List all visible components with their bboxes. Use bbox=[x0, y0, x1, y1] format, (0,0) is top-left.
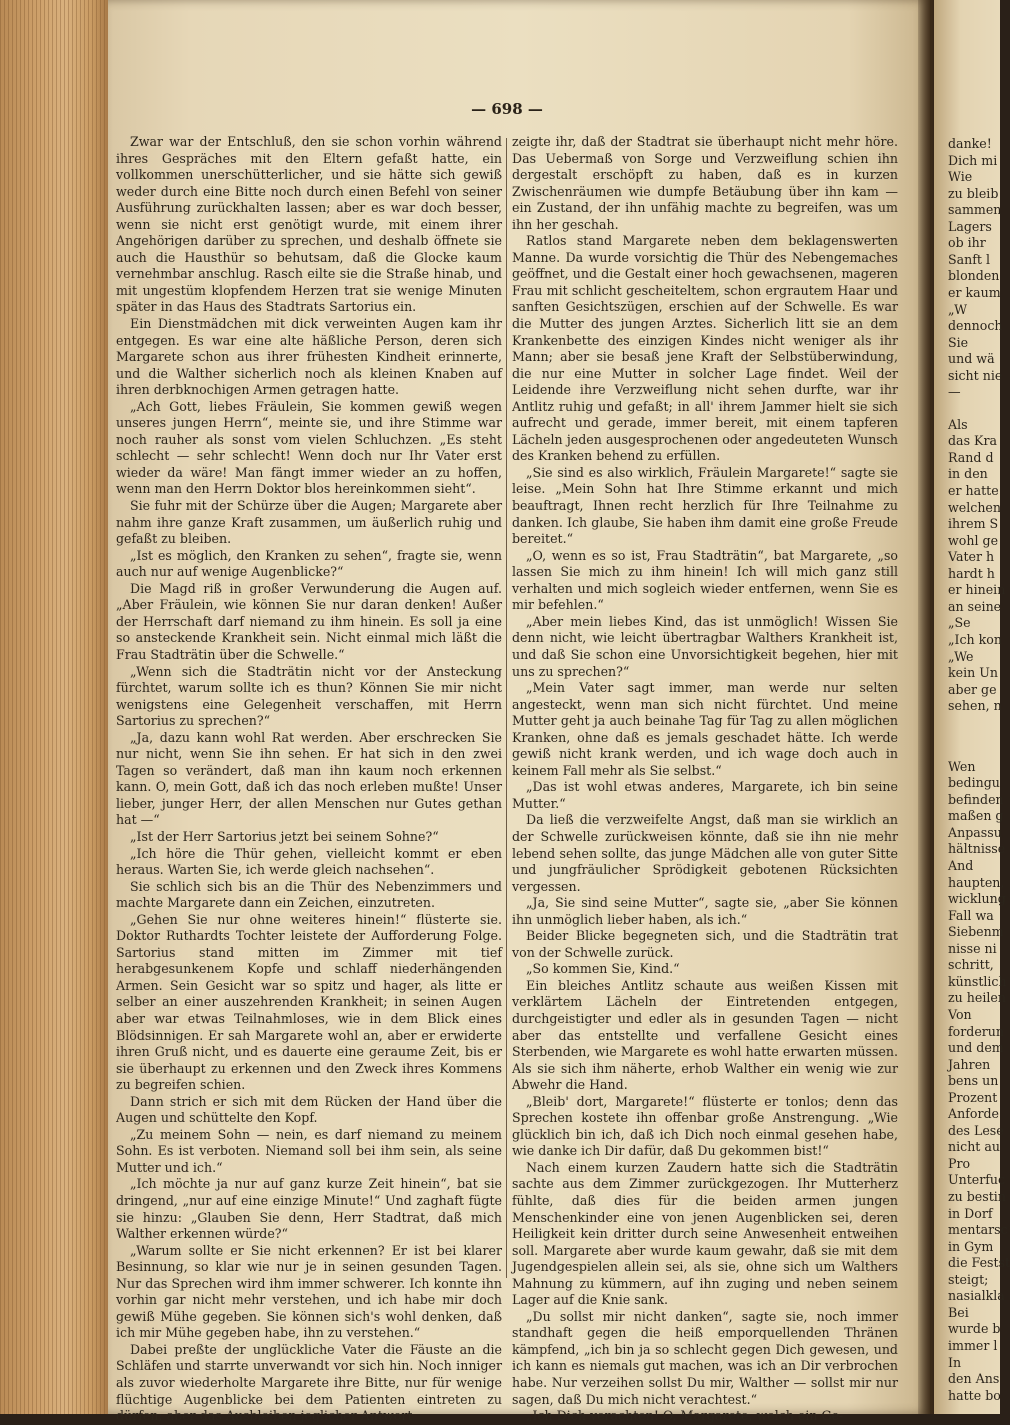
facing-page-line: wurde b bbox=[948, 1321, 1001, 1337]
facing-page-line: immer l bbox=[948, 1337, 998, 1353]
facing-page-line: er hatte bbox=[948, 483, 999, 498]
facing-page-line: hatte bo bbox=[948, 1387, 1001, 1403]
paragraph: Sie fuhr mit der Schürze über die Augen; Margarete aber nahm ihre ganze Kraft zusammen, um äußerlich ruhig und gefaßt zu bleiben. bbox=[116, 498, 502, 547]
paragraph: Ratlos stand Margarete neben dem beklagenswerten Manne. Da wurde vorsichtig die Thür des Nebengemaches geöffnet, und die Gestalt einer hoch gewachsenen, mageren Frau mit schlicht gescheiteltem, schon ergrautem Haar und sanften Gesichtszügen, erschien auf der Schwelle. Es war die Mutter des jungen Arztes. Sicherlich litt sie an dem Krankenbette des einzigen Kindes nicht weniger als ihr Mann; aber sie besaß jene Kraft der Selbstüberwindung, die nur eine Mutter in solcher Lage findet. Weil der Leidende ihre Verzweiflung nicht sehen durfte, war ihr Antlitz ruhig und gefaßt; in all' ihrem Jammer hielt sie sich aufrecht und gerade, immer bereit, mit einem tapferen Lächeln jeden ausgesprochenen oder angedeuteten Wunsch des Kranken behend zu erfüllen. bbox=[512, 233, 898, 464]
facing-page-line: aber ge bbox=[948, 681, 997, 697]
paragraph: „Das ist wohl etwas anderes, Margarete, ich bin seine Mutter.“ bbox=[512, 779, 898, 811]
facing-page-line: Von bbox=[948, 1006, 972, 1022]
facing-page-line: dennoch bbox=[948, 318, 1003, 334]
paragraph: „Warum sollte er Sie nicht erkennen? Er ist bei klarer Besinnung, so klar wie nur je in seinen gesunden Tagen. Nur das Sprechen wird ihm immer schwerer. Ich konnte ihn vorhin gar nicht mehr verstehen, und ich habe mir doch gewiß Mühe gegeben. Sie können sich's wohl denken, daß ich mir Mühe gegeben habe, ihn zu verstehen.“ bbox=[116, 1242, 502, 1341]
facing-page-line: steigt; bbox=[948, 1271, 989, 1287]
book-edge bbox=[0, 0, 108, 1414]
facing-page-line: in Gym bbox=[948, 1238, 994, 1254]
facing-page-line: Anforde bbox=[948, 1106, 999, 1122]
facing-page-line: Vater h bbox=[948, 549, 995, 565]
facing-page-line: sicht nie bbox=[948, 367, 1003, 383]
paragraph: „Ich Dich verachten! O, Margarete, welch ein Ge- bbox=[526, 1408, 844, 1424]
facing-page-line: Siebenm bbox=[948, 924, 1004, 940]
facing-page-line: sehen, n bbox=[948, 698, 1002, 714]
facing-page-line: nasialkla bbox=[948, 1288, 1005, 1304]
paragraph: „Ist es möglich, den Kranken zu sehen“, fragte sie, wenn auch nur auf wenige Augenblicke?“ bbox=[116, 547, 502, 580]
facing-page-line: Sie bbox=[948, 334, 969, 350]
facing-page-line: forderun bbox=[948, 1023, 1005, 1039]
facing-page-line: den Ans bbox=[948, 1371, 1000, 1387]
facing-page-line: Bei bbox=[948, 1304, 969, 1320]
paragraph: „Zu meinem Sohn — nein, es darf niemand zu meinem Sohn. Es ist verboten. Niemand soll bei ihm sein, als seine Mutter und ich.“ bbox=[116, 1126, 502, 1175]
paragraph: Beider Blicke begegneten sich, und die Stadträtin trat von der Schwelle zurück. bbox=[512, 928, 898, 960]
paragraph: Zwar war der Entschluß, den sie schon vorhin während ihres Gespräches mit den Eltern gefaßt hatte, ein vollkommen unerschütterlicher, und sie hätte sich gewiß weder durch eine Bitte noch durch einen Befehl von seiner Ausführung zurückhalten lassen; aber es war doch besser, wenn sie nicht erst genötigt wurde, mit einem ihrer Angehörigen darüber zu sprechen, und deshalb öffnete sie auch die Hausthür so behutsam, daß die Glocke kaum vernehmbar anschlug. Rasch eilte sie die Straße hinab, und mit ungestüm klopfendem Herzen trat sie wenige Minuten später in das Haus des Stadtrats Sartorius ein. bbox=[116, 134, 502, 315]
paragraph: „O, wenn es so ist, Frau Stadträtin“, bat Margarete, „so lassen Sie mich zu ihm hinein! Ich will mich ganz still verhalten und mich sogleich wieder entfernen, wenn Sie es mir befehlen.“ bbox=[512, 547, 898, 613]
facing-page-line: ihrem S bbox=[948, 516, 999, 532]
facing-page-line: zu bestin bbox=[948, 1189, 1006, 1204]
paragraph: Nach einem kurzen Zaudern hatte sich die Stadträtin sachte aus dem Zimmer zurückgezogen. Ihr Mutterherz fühlte, daß dies für die beiden armen jungen Menschenkinder eine von jenen Augenblicken sei, deren Heiligkeit kein dritter durch seine Anwesenheit entweihen soll. Margarete aber wurde kaum gewahr, daß sie mit dem Jugendgespielen allein sei, als sie, ohne sich um Walthers Mahnung zu kümmern, auf ihn zuging und neben seinem Lager auf die Knie sank. bbox=[512, 1159, 898, 1308]
paragraph: Ein Dienstmädchen mit dick verweinten Augen kam ihr entgegen. Es war eine alte häßliche Person, deren sich Margarete schon aus ihrer frühesten Kindheit erinnerte, und die Walther sicherlich noch als kleinen Knaben auf ihren derbknochigen Armen getragen hatte. bbox=[116, 316, 502, 398]
facing-page-line: ob ihr bbox=[948, 235, 986, 251]
facing-page-line: maßen g bbox=[948, 808, 1004, 824]
paragraph: „Ist der Herr Sartorius jetzt bei seinem Sohne?“ bbox=[130, 828, 439, 844]
paragraph: Da ließ die verzweifelte Angst, daß man sie wirklich an der Schwelle zurückweisen könnte, daß sie ihn nie mehr lebend sehen sollte, das junge Mädchen alle von guter Sitte und jungfräulicher Sprödigkeit gebotenen Rücksichten vergessen. bbox=[512, 812, 898, 894]
facing-page-line: bens un bbox=[948, 1073, 999, 1089]
facing-page-line: „Se bbox=[948, 615, 971, 631]
paragraph: „So kommen Sie, Kind.“ bbox=[526, 961, 680, 977]
facing-page-line: blonden bbox=[948, 268, 1000, 284]
facing-page-line: nicht au bbox=[948, 1139, 1000, 1155]
paragraph: „Ja, dazu kann wohl Rat werden. Aber erschrecken Sie nur nicht, wenn Sie ihn sehen. Er hat sich in den zwei Tagen so verändert, daß man ihn kaum noch erkennen kann. O, mein Gott, daß ich das noch erleben mußte! Unser lieber, junger Herr, der allen Menschen nur Gutes gethan hat —“ bbox=[116, 729, 502, 828]
facing-page-line: in den bbox=[948, 466, 988, 482]
facing-page-line: befinden bbox=[948, 791, 1004, 807]
paragraph: Sie schlich sich bis an die Thür des Nebenzimmers und machte Margarete dann ein Zeichen, einzutreten. bbox=[116, 878, 502, 911]
facing-page-line: Dich mi bbox=[948, 152, 998, 168]
page-number: — 698 — bbox=[471, 100, 543, 118]
facing-page-line: Als bbox=[948, 416, 968, 432]
facing-page-line: And bbox=[948, 858, 974, 873]
facing-page-line: zu heilen bbox=[948, 990, 1006, 1006]
facing-page-line: sammen bbox=[948, 202, 1002, 218]
facing-page-line: Fall wa bbox=[948, 907, 994, 923]
facing-page-line: wohl ge bbox=[948, 532, 999, 548]
facing-page-line: „We bbox=[948, 648, 974, 664]
paragraph: „Sie sind es also wirklich, Fräulein Margarete!“ sagte sie leise. „Mein Sohn hat Ihre Stimme erkannt und mich beauftragt, Ihnen recht herzlich für Ihre Teilnahme zu danken. Ich glaube, Sie haben ihm damit eine große Freude bereitet.“ bbox=[512, 464, 898, 547]
facing-page-line: kein Un bbox=[948, 665, 998, 681]
paragraph: „Ja, Sie sind seine Mutter“, sagte sie, „aber Sie können ihn unmöglich lieber haben, als ich.“ bbox=[512, 895, 898, 927]
paragraph: „Mein Vater sagt immer, man werde nur selten angesteckt, wenn man sich nicht fürchtet. Und meine Mutter geht ja auch beinahe Tag für Tag zu allen möglichen Kranken, ohne daß es jemals geschadet hätte. Ich werde gewiß nicht krank werden, und ich wage doch auch in keinem Fall mehr als Sie selbst.“ bbox=[512, 680, 898, 778]
facing-page-line: wicklung bbox=[948, 891, 1006, 907]
facing-page-line: Lagers bbox=[948, 218, 992, 234]
facing-page-line: bedingu bbox=[948, 775, 1000, 791]
facing-page-line: Rand d bbox=[948, 449, 994, 465]
facing-page-line: künstlich bbox=[948, 973, 1007, 989]
facing-page-line: hältnisse bbox=[948, 841, 1006, 857]
paragraph: Dann strich er sich mit dem Rücken der Hand über die Augen und schüttelte den Kopf. bbox=[116, 1093, 502, 1126]
facing-page-line: Pro bbox=[948, 1155, 971, 1171]
facing-page-line: Wie bbox=[948, 169, 973, 185]
right-text-column bbox=[512, 134, 898, 1425]
facing-page-line: Jahren bbox=[948, 1056, 991, 1072]
facing-page-line: in Dorf bbox=[948, 1205, 993, 1221]
left-text-column bbox=[116, 134, 502, 1425]
facing-page-line: das Kra bbox=[948, 433, 997, 449]
facing-page-line: Sanft l bbox=[948, 251, 990, 267]
facing-page-line: welchen bbox=[948, 499, 1001, 515]
facing-page-line: und dem bbox=[948, 1040, 1004, 1056]
facing-page-line: die Festst bbox=[948, 1255, 1010, 1271]
paragraph: „Ich möchte ja nur auf ganz kurze Zeit hinein“, bat sie dringend, „nur auf eine einzige Minute!“ Und zaghaft fügte sie hinzu: „Glauben Sie denn, Herr Stadtrat, daß mich Walther erkennen würde?“ bbox=[116, 1176, 502, 1242]
facing-page-fragment bbox=[934, 0, 1010, 1414]
facing-page-line: Prozent bbox=[948, 1089, 998, 1105]
facing-page-line: danke! bbox=[948, 136, 992, 151]
facing-page-line: Unterfuc bbox=[948, 1172, 1006, 1188]
facing-page-line: er kaum bbox=[948, 284, 1001, 300]
facing-page-line: hardt h bbox=[948, 565, 995, 581]
facing-page-line: In bbox=[948, 1354, 962, 1370]
facing-page-line: nisse ni bbox=[948, 940, 997, 956]
facing-page-line: er hinein bbox=[948, 582, 1006, 598]
facing-page-line: haupten, bbox=[948, 874, 1005, 890]
column-divider bbox=[506, 138, 507, 1278]
paragraph: Die Magd riß in großer Verwunderung die Augen auf. „Aber Fräulein, wie können Sie nur daran denken! Außer der Herrschaft darf niemand zu ihm hinein. Es soll ja eine so ansteckende Krankheit sein. Nicht einmal mich läßt die Frau Stadträtin über die Schwelle.“ bbox=[116, 580, 502, 662]
facing-page-line: — bbox=[948, 384, 961, 400]
paragraph: „Ich höre die Thür gehen, vielleicht kommt er eben heraus. Warten Sie, ich werde gleich nachsehen“. bbox=[116, 845, 502, 878]
paragraph: „Gehen Sie nur ohne weiteres hinein!“ flüsterte sie. Doktor Ruthardts Tochter leistete der Aufforderung Folge. Sartorius stand mitten im Zimmer mit tief herabgesunkenem Kopfe und schlaff niederhängenden Armen. Sein Gesicht war so spitz und hager, als litte er selber an einer auszehrenden Krankheit; in seinen Augen aber war etwas Teilnahmloses, wie in dem Blick eines Blödsinnigen. Er sah Margarete wohl an, aber er erwiderte ihren Gruß nicht, und es dauerte eine geraume Zeit, bis er sie überhaupt zu erkennen und den Zweck ihres Kommens zu begreifen schien. bbox=[116, 911, 502, 1093]
paragraph: „Bleib' dort, Margarete!“ flüsterte er tonlos; denn das Sprechen kostete ihn offenbar große Anstrengung. „Wie glücklich bin ich, daß ich Dich noch einmal gesehen habe, wie danke ich Dir dafür, daß Du gekommen bist!“ bbox=[512, 1093, 898, 1159]
facing-page-line: Anpassu bbox=[948, 824, 1002, 840]
paragraph: zeigte ihr, daß der Stadtrat sie überhaupt nicht mehr höre. Das Uebermaß von Sorge und Verzweiflung schien ihn dergestalt erschöpft zu haben, daß es in kurzen Zwischenräumen wie dumpfe Betäubung über ihn kam — ein Zustand, der ihn unfähig machte zu begreifen, was um ihn her geschah. bbox=[512, 134, 898, 232]
facing-page-line: „W bbox=[948, 301, 968, 317]
paragraph: Ein bleiches Antlitz schaute aus weißen Kissen mit verklärtem Lächeln der Eintretenden entgegen, durchgeistigter und edler als in gesunden Tagen — nicht aber das entstellte und verfallene Gesicht eines Sterbenden, wie Margarete es wohl hatte erwarten müssen. Als sie sich ihm näherte, erhob Walther ein wenig wie zur Abwehr die Hand. bbox=[512, 977, 898, 1093]
facing-page-line: schritt, bbox=[948, 957, 994, 973]
paragraph: „Du sollst mir nicht danken“, sagte sie, noch immer standhaft gegen die heiß emporquellenden Thränen kämpfend, „ich bin ja so schlecht gegen Dich gewesen, und ich kann es niemals gut machen, was ich an Dir verbrochen habe. Nur verzeihen sollst Du mir, Walther — sollst mir nur sagen, daß Du mich nicht verachtest.“ bbox=[512, 1308, 898, 1407]
paragraph: „Ach Gott, liebes Fräulein, Sie kommen gewiß wegen unseres jungen Herrn“, meinte sie, und ihre Stimme war noch rauher als sonst vom vielen Schluchzen. „Es steht schlecht — sehr schlecht! Wenn doch nur Ihr Vater erst wieder da wäre! Man fängt immer wieder an zu hoffen, wenn man den Herrn Doktor blos hereinkommen sieht“. bbox=[116, 398, 502, 497]
paragraph: „Wenn sich die Stadträtin nicht vor der Ansteckung fürchtet, warum sollte ich es thun? Können Sie mir nicht wenigstens eine Gelegenheit verschaffen, mit Herrn Sartorius zu sprechen?“ bbox=[116, 663, 502, 729]
paragraph: „Aber mein liebes Kind, das ist unmöglich! Wissen Sie denn nicht, wie leicht übertragbar Walthers Krankheit ist, und daß Sie schon eine Unvorsichtigkeit begehen, hier mit uns zu sprechen?“ bbox=[512, 613, 898, 679]
facing-page-line: „Ich kon bbox=[948, 631, 1002, 647]
facing-page-line: mentarsc bbox=[948, 1222, 1008, 1238]
facing-page-line: des Lese bbox=[948, 1122, 1004, 1138]
facing-page-line: an seine bbox=[948, 598, 1002, 614]
paragraph: Dabei preßte der unglückliche Vater die Fäuste an die Schläfen und starrte unverwandt vor sich hin. Noch inniger als zuvor wiederholte Margarete ihre Bitte, nur für wenige flüchtige Augenblicke bei dem Patienten eintreten zu dürfen; aber das Ausbleiben jeglicher Antwort bbox=[116, 1341, 502, 1424]
facing-page-line: zu bleib bbox=[948, 185, 999, 201]
facing-page-line: Wen bbox=[948, 758, 976, 774]
facing-page-line: und wä bbox=[948, 351, 995, 367]
